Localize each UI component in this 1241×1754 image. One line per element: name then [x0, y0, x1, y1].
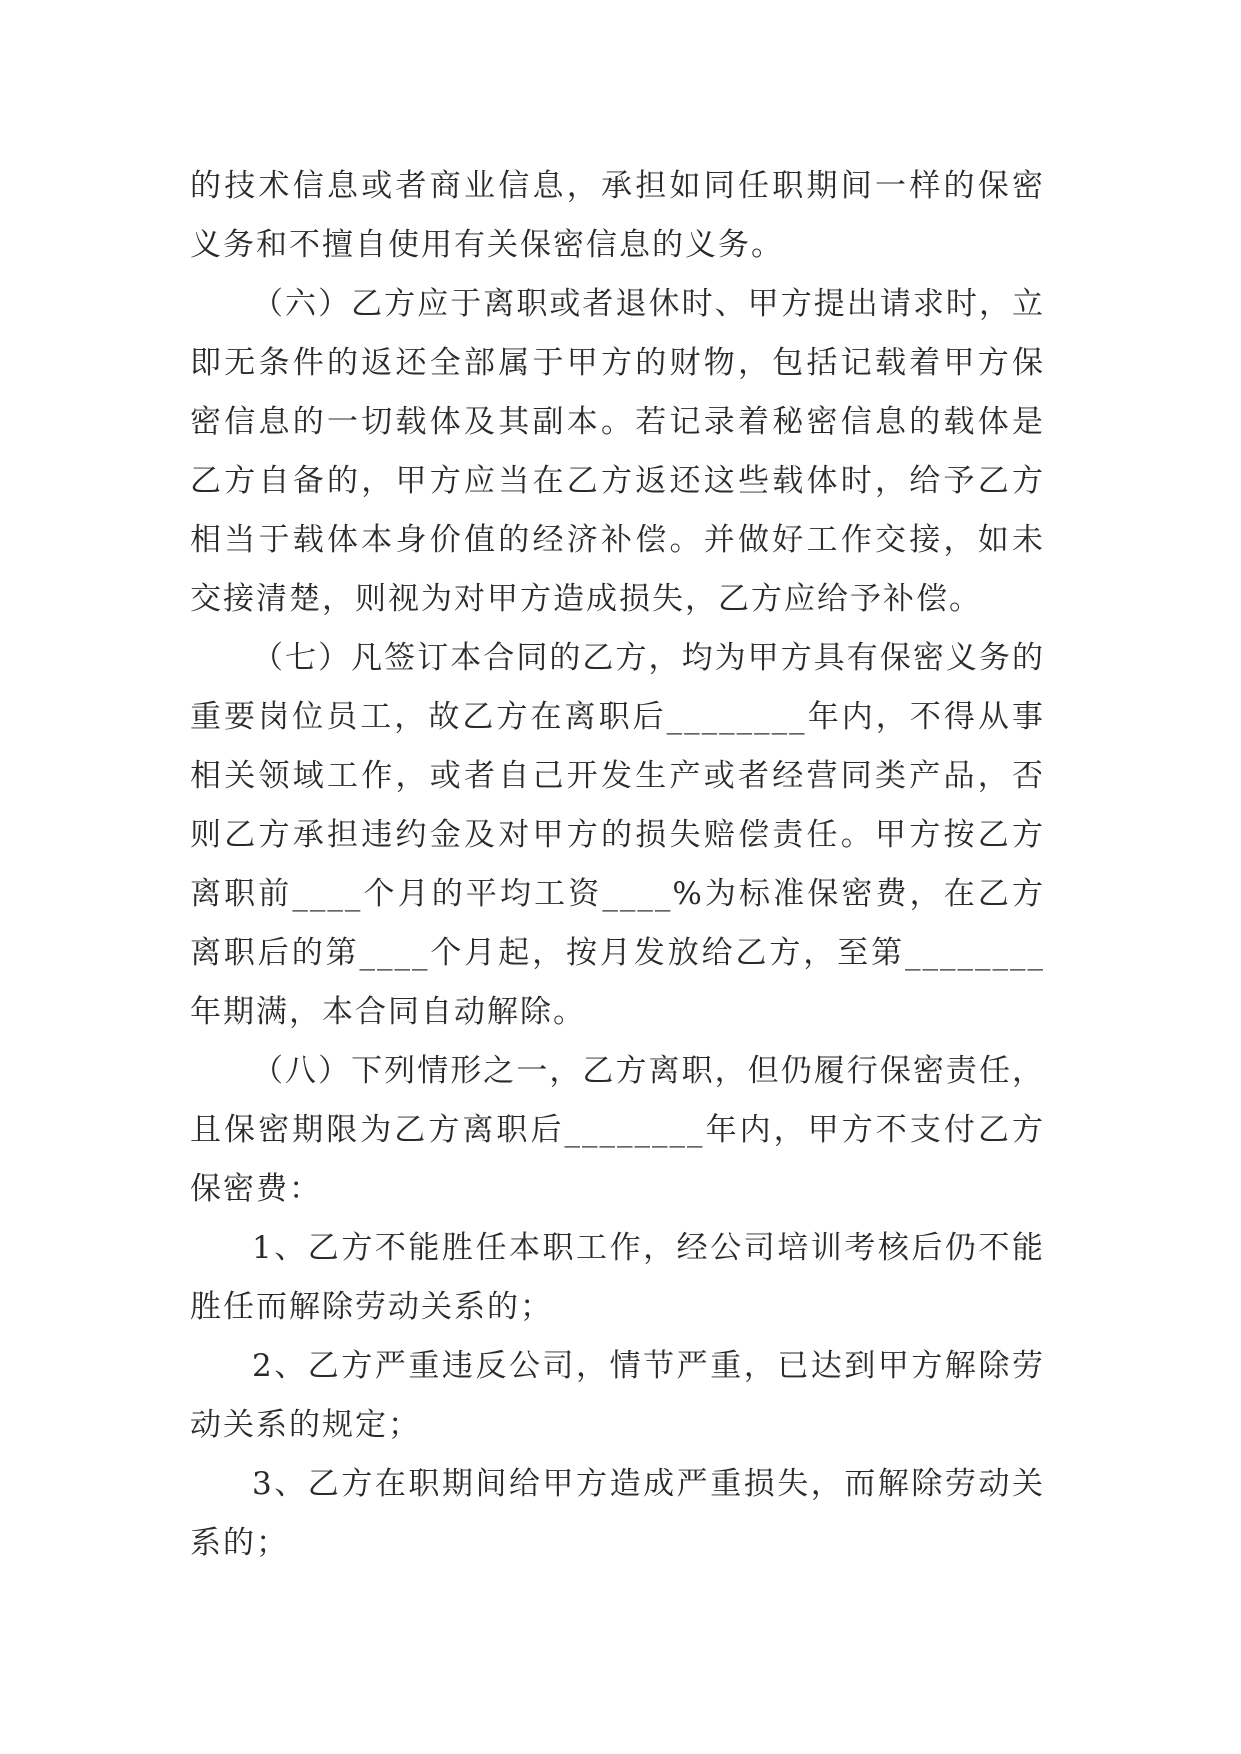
paragraph-clause-7: （七）凡签订本合同的乙方，均为甲方具有保密义务的重要岗位员工，故乙方在离职后________年内，不得从事相关领域工作，或者自己开发生产或者经营同类产品，否则乙方承担违约金及对甲方的损失赔偿责任。甲方按乙方离职前____个月的平均工资____%为标准保密费，在乙方离职后的第____个月起，按月发放给乙方，至第________年期满，本合同自动解除。	[190, 640, 1045, 1030]
paragraph-clause-8: （八）下列情形之一，乙方离职，但仍履行保密责任，且保密期限为乙方离职后________年内，甲方不支付乙方保密费：	[190, 1053, 1045, 1207]
list-item-3: 3、乙方在职期间给甲方造成严重损失，而解除劳动关系的；	[190, 1466, 1045, 1561]
list-item-2: 2、乙方严重违反公司，情节严重，已达到甲方解除劳动关系的规定；	[190, 1348, 1045, 1443]
document-body	[190, 157, 1045, 1573]
paragraph-continuation: 的技术信息或者商业信息，承担如同任职期间一样的保密义务和不擅自使用有关保密信息的义务。	[190, 168, 1045, 263]
paragraph-clause-6: （六）乙方应于离职或者退休时、甲方提出请求时，立即无条件的返还全部属于甲方的财物，包括记载着甲方保密信息的一切载体及其副本。若记录着秘密信息的载体是乙方自备的，甲方应当在乙方返还这些载体时，给予乙方相当于载体本身价值的经济补偿。并做好工作交接，如未交接清楚，则视为对甲方造成损失，乙方应给予补偿。	[190, 286, 1045, 617]
list-item-1: 1、乙方不能胜任本职工作，经公司培训考核后仍不能胜任而解除劳动关系的；	[190, 1230, 1045, 1325]
